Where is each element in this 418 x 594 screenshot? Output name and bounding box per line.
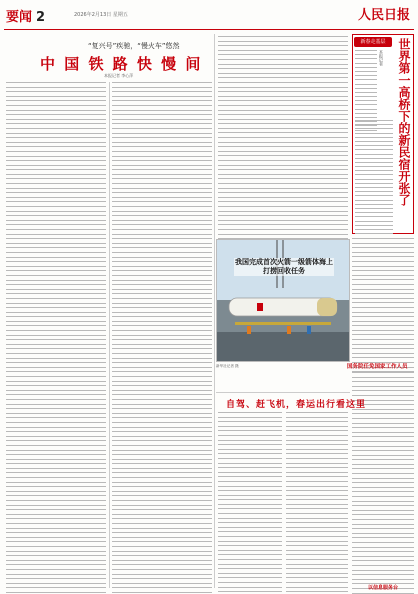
- bottom-story-headline: 自驾、赶飞机，春运出行看这里: [226, 400, 367, 410]
- main-story-kicker: “复兴号”疾驰，“慢火车”悠然: [88, 42, 180, 50]
- paper-logo: 人民日报: [357, 8, 410, 23]
- photo-caption: 新华社记者 摄: [216, 364, 239, 368]
- feature-title: 世界第一高桥下的新民宿开张了: [397, 38, 411, 206]
- section-label: 要闻 2: [6, 10, 46, 25]
- main-story-byline: 本报记者 李心萍: [104, 73, 134, 78]
- bottom-story-body-col1: [218, 412, 282, 594]
- upper-middle-body: [218, 36, 348, 266]
- feature-byline: 本报记者: [379, 50, 384, 66]
- page-header: [4, 2, 414, 30]
- column-rule: [109, 82, 110, 588]
- side-story-headline: 国务院任免国家工作人员: [347, 364, 408, 370]
- footer-label: 以信息服务台: [368, 585, 399, 591]
- bottom-story-body-col2: [286, 412, 348, 594]
- right-column-body: [352, 238, 414, 376]
- main-story-body-col1: [6, 82, 106, 594]
- feature-badge: 新春走基层: [354, 37, 392, 47]
- section-divider: [216, 392, 350, 393]
- main-story-body-col2: [112, 82, 212, 594]
- column-rule: [214, 34, 215, 588]
- issue-date: 2026年2月13日 星期五: [74, 12, 128, 18]
- photo-story-title: 我国完成首次火箭一级箭体海上打捞回收任务: [235, 258, 333, 275]
- main-story-headline: 中 国 铁 路 快 慢 间: [40, 55, 203, 73]
- feature-body: [355, 120, 393, 237]
